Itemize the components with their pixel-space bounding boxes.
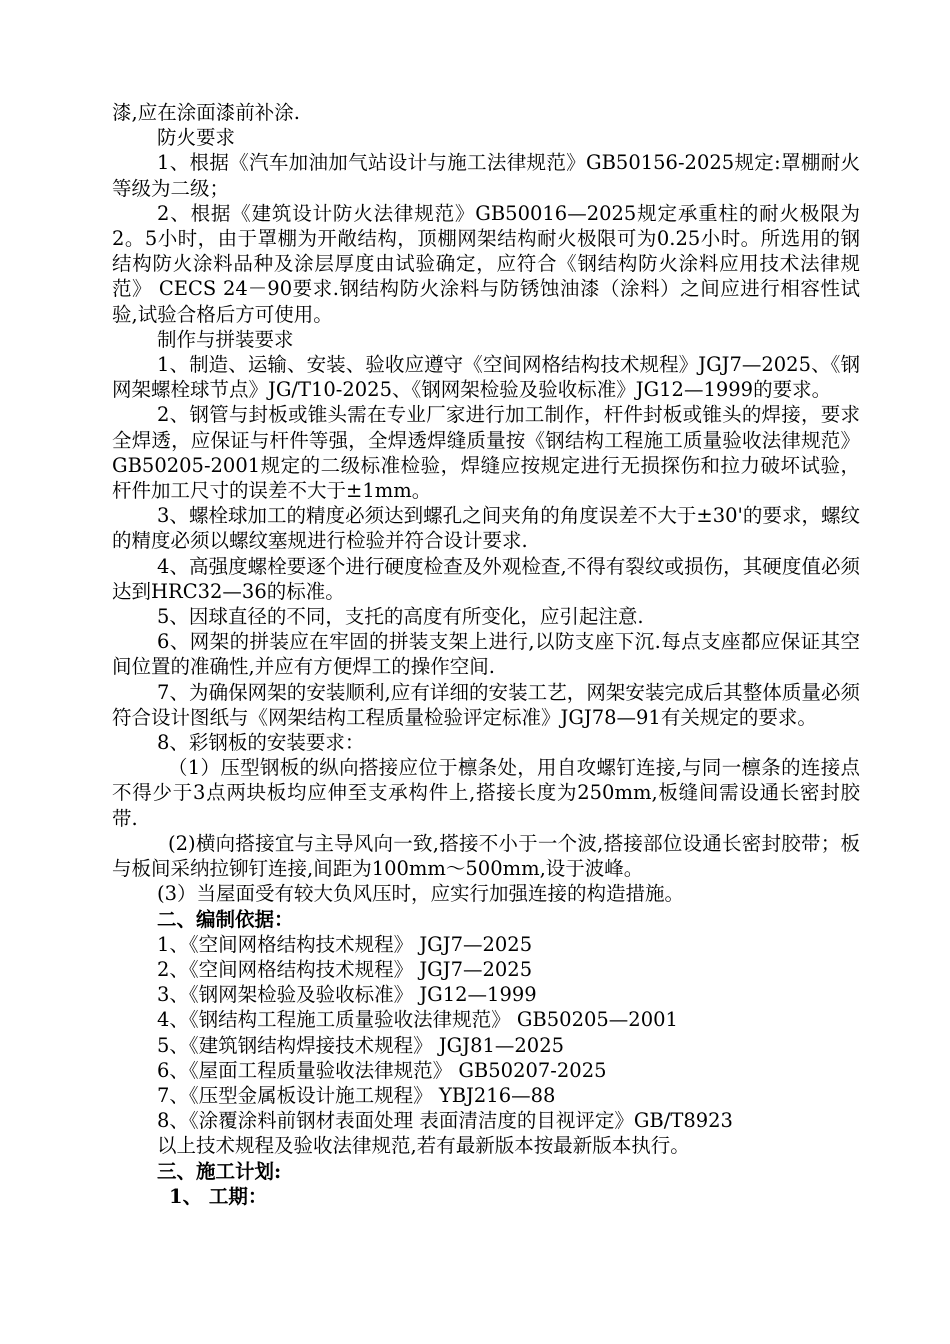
fabrication-item-2: 2、钢管与封板或锥头需在专业厂家进行加工制作，杆件封板或锥头的焊接，要求全焊透，应保证与杆件等强，全焊透焊缝质量按《钢结构工程施工质量验收法律规范》GB50205-2001规定的二级标准检验，焊缝应按规定进行无损探伤和拉力破坏试验，杆件加工尺寸的误差不大于±1mm。 [112,403,860,503]
fabrication-item-3: 3、螺栓球加工的精度必须达到螺孔之间夹角的角度误差不大于±30'的要求，螺纹的精度必须以螺纹塞规进行检验并符合设计要求. [112,504,860,553]
fire-item-2: 2、根据《建筑设计防火法律规范》GB50016—2025规定承重柱的耐火极限为2。5小时，由于罩棚为开敞结构，顶棚网架结构耐火极限可为0.25小时。所选用的钢结构防火涂料品种及涂层厚度由试验确定，应符合《钢结构防火涂料应用技术法律规范》 CECS 24－90要求.钢结构防火涂料与防锈蚀油漆（涂料）之间应进行相容性试验,试验合格后方可使用。 [112,201,860,326]
section-title-fire: 防火要求 [157,126,236,150]
fabrication-item-8-2: (2)横向搭接宜与主导风向一致,搭接不小于一个波,搭接部位设通长密封胶带；板与板间采纳拉铆钉连接,间距为100mm～500mm,设于波峰。 [112,831,860,881]
document-body [112,100,860,1209]
basis-item-2: 2、《空间网格结构技术规程》 JGJ7—2025 [157,957,533,981]
fire-item-1: 1、根据《汽车加油加气站设计与施工法律规范》GB50156-2025规定:罩棚耐火等级为二级； [112,151,860,200]
fabrication-item-8-3: (3）当屋面受有较大负风压时，应实行加强连接的构造措施。 [157,882,685,906]
basis-item-6: 6、《屋面工程质量验收法律规范》 GB50207-2025 [157,1058,607,1082]
fabrication-item-8-1: （1）压型钢板的纵向搭接应位于檩条处，用自攻螺钉连接,与同一檩条的连接点不得少于3点两块板均应伸至支承构件上,搭接长度为250mm,板缝间需设通长密封胶带. [112,756,860,830]
basis-item-4: 4、《钢结构工程施工质量验收法律规范》 GB50205—2001 [157,1008,678,1032]
basis-item-3: 3、《钢网架检验及验收标准》 JG12—1999 [157,983,537,1007]
basis-item-8: 8、《涂覆涂料前钢材表面处理 表面清洁度的目视评定》GB/T8923 [157,1109,733,1133]
basis-note: 以上技术规程及验收法律规范,若有最新版本按最新版本执行。 [157,1134,690,1158]
fabrication-item-7: 7、为确保网架的安装顺利,应有详细的安装工艺，网架安装完成后其整体质量必须符合设计图纸与《网架结构工程质量检验评定标准》JGJ78—91有关规定的要求。 [112,680,860,729]
basis-item-7: 7、《压型金属板设计施工规程》 YBJ216—88 [157,1083,556,1107]
section-title-plan: 三、施工计划: [157,1159,282,1183]
section-title-fabrication: 制作与拼装要求 [157,327,294,351]
fabrication-item-4: 4、高强度螺栓要逐个进行硬度检查及外观检查,不得有裂纹或损伤，其硬度值必须达到HRC32—36的标准。 [112,554,860,603]
basis-item-5: 5、《建筑钢结构焊接技术规程》 JGJ81—2025 [157,1033,565,1057]
fabrication-item-8: 8、彩钢板的安装要求： [157,731,365,755]
fabrication-item-1: 1、制造、运输、安装、验收应遵守《空间网格结构技术规程》JGJ7—2025、《钢网架螺栓球节点》JG/T10-2025、《钢网架检验及验收标准》JG12—1999的要求。 [112,353,860,402]
basis-item-1: 1、《空间网格结构技术规程》 JGJ7—2025 [157,932,533,956]
fabrication-item-6: 6、网架的拼装应在牢固的拼装支架上进行,以防支座下沉.每点支座都应保证其空间位置的准确性,并应有方便焊工的操作空间. [112,630,860,679]
paragraph-continuation: 漆,应在涂面漆前补涂. [112,101,300,124]
fabrication-item-5: 5、因球直径的不同，支托的高度有所变化，应引起注意. [157,605,644,629]
section-title-basis: 二、编制依据： [157,907,294,931]
plan-item-1: 1、 工期： [169,1184,268,1208]
